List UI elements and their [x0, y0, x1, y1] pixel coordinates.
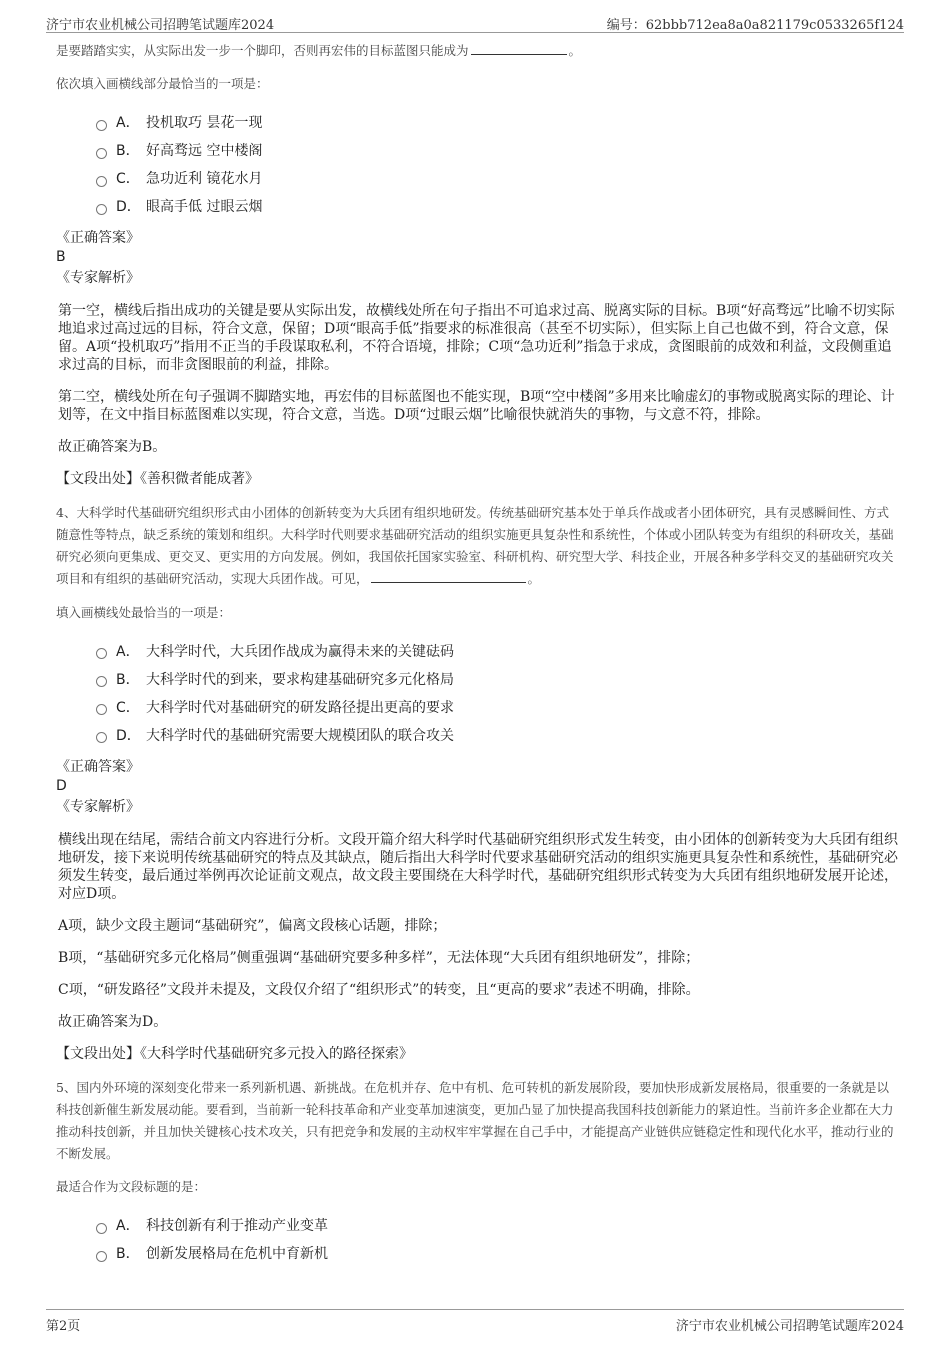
q4-prompt: 填入画横线处最恰当的一项是： — [56, 604, 232, 620]
option-text: 大科学时代，大兵团作战成为赢得未来的关键砝码 — [146, 643, 454, 660]
q5-text: 5、国内外环境的深刻变化带来一系列新机遇、新挑战。在危机并存、危中有机、危可转机的新发展阶段，要加快形成新发展格局，很重要的一条就是以科技创新催生新发展动能。要看到，当前新一轮科技革命和产业变革加速演变，更加凸显了加快提高我国科技创新能力的紧迫性。当前许多企业都在大力推动科技创新，并且加快关键核心技术攻关，只有把竞争和发展的主动权牢牢掌握在自己手中，才能提高产业链供应链稳定性和现代化水平，推动行业的不断发展。 — [56, 1079, 894, 1161]
q3-source: 【文段出处】《善积微者能成著》 — [56, 471, 259, 487]
radio-icon[interactable] — [96, 148, 107, 159]
radio-icon[interactable] — [96, 648, 107, 659]
q3-text — [56, 40, 898, 62]
q3-option-c[interactable] — [96, 164, 898, 192]
option-text: 眼高手低 过眼云烟 — [146, 199, 263, 215]
q4-text-part: 4、大科学时代基础研究组织形式由小团体的创新转变为大兵团有组织地研发。传统基础研究基本处于单兵作战或者小团体研究，具有灵感瞬间性、方式随意性等特点，缺乏系统的策划和组织。大科学时代则要求基础研究活动的组织实施更具复杂性和系统性，个体或小团队转变为有组织的科研攻关，基础研究必须向更集成、更交叉、更实用的方向发展。例如，我国依托国家实验室、科研机构、研究型大学、科技企业，开展各种多学科交叉的基础研究攻关项目和有组织的基础研究活动，实现大兵团作战。可见， — [56, 505, 894, 586]
q3-answer-label: 《正确答案》 — [56, 230, 140, 246]
radio-icon[interactable] — [96, 704, 107, 715]
radio-icon[interactable] — [96, 1251, 107, 1262]
q4-text — [56, 502, 898, 590]
q3-answer: B — [56, 249, 66, 265]
q4-option-a[interactable] — [96, 637, 898, 665]
option-text: 投机取巧 昙花一现 — [146, 115, 263, 131]
option-text: 好高骛远 空中楼阁 — [146, 143, 263, 159]
q5-prompt: 最适合作为文段标题的是： — [56, 1179, 207, 1194]
option-letter: A． — [116, 643, 140, 660]
q3-text-end: 。 — [568, 43, 582, 58]
q4-analysis-p1: 横线出现在结尾，需结合前文内容进行分析。文段开篇介绍大科学时代基础研究组织形式发生转变，由小团体的创新转变为大兵团有组织地研发，接下来说明传统基础研究的特点及其缺点，随后指出大科学时代要求基础研究活动的组织实施更具复杂性和系统性，基础研究必须发生转变，最后通过举例再次论证前文观点，故文段主要围绕在大科学时代，基础研究组织形式转变为大兵团有组织地研发展开论述，对应D项。 — [58, 831, 898, 902]
q4-option-b[interactable] — [96, 665, 898, 693]
option-text: 大科学时代对基础研究的研发路径提出更高的要求 — [146, 699, 454, 716]
option-letter: A． — [116, 115, 140, 131]
q4-analysis-p5: 故正确答案为D。 — [58, 1013, 168, 1030]
q4-blank — [371, 570, 526, 583]
option-letter: A． — [116, 1218, 140, 1234]
radio-icon[interactable] — [96, 732, 107, 743]
radio-icon[interactable] — [96, 120, 107, 131]
q5-options — [96, 1211, 898, 1267]
q3-text-part: 是要踏踏实实，从实际出发一步一个脚印，否则再宏伟的目标蓝图只能成为 — [56, 43, 469, 58]
q4-source: 【文段出处】《大科学时代基础研究多元投入的路径探索》 — [56, 1045, 413, 1062]
q4-analysis-p3: B项，“基础研究多元化格局”侧重强调“基础研究要多种多样”，无法体现“大兵团有组织地研发”，排除； — [58, 949, 700, 966]
q4-analysis-p4: C项，“研发路径”文段并未提及，文段仅介绍了“组织形式”的转变，且“更高的要求”表述不明确，排除。 — [58, 981, 700, 998]
option-text: 大科学时代的基础研究需要大规模团队的联合攻关 — [146, 727, 454, 744]
header-title: 济宁市农业机械公司招聘笔试题库2024 — [46, 18, 275, 33]
option-letter: B． — [116, 1246, 140, 1262]
q4-analysis-p2: A项，缺少文段主题词“基础研究”，偏离文段核心话题，排除； — [58, 917, 447, 934]
q3-option-a[interactable] — [96, 108, 898, 136]
q3-blank — [471, 42, 567, 55]
option-text: 急功近利 镜花水月 — [146, 171, 263, 187]
q4-option-c[interactable] — [96, 693, 898, 721]
q3-analysis-p3: 故正确答案为B。 — [58, 439, 167, 455]
q4-answer-label: 《正确答案》 — [56, 758, 140, 775]
option-letter: D． — [116, 727, 141, 744]
q3-analysis-p2: 第二空，横线处所在句子强调不脚踏实地，再宏伟的目标蓝图也不能实现，B项“空中楼阁”多用来比喻虚幻的事物或脱离实际的理论、计划等，在文中指目标蓝图难以实现，符合文意，当选。D项“过眼云烟”比喻很快就消失的事物，与文意不符，排除。 — [58, 389, 895, 423]
q3-option-d[interactable] — [96, 192, 898, 220]
q4-option-d[interactable] — [96, 721, 898, 749]
page-number: 第2页 — [46, 1319, 81, 1334]
q3-analysis-p1: 第一空，横线后指出成功的关键是要从实际出发，故横线处所在句子指出不可追求过高、脱离实际的目标。B项“好高骛远”比喻不切实际地追求过高过远的目标，符合文意，保留；D项“眼高手低”指要求的标准很高（甚至不切实际），但实际上自己也做不到，符合文意，保留。A项“投机取巧”指用不正当的手段谋取私利，不符合语境，排除；C项“急功近利”指急于求成，贪图眼前的成效和利益，文段侧重追求过高的目标，而非贪图眼前的利益，排除。 — [58, 303, 895, 373]
option-text: 科技创新有利于推动产业变革 — [146, 1218, 328, 1234]
option-letter: D． — [116, 199, 141, 215]
page-footer — [46, 1309, 904, 1334]
q4-answer: D — [56, 777, 67, 794]
option-letter: B． — [116, 671, 140, 688]
q4-text-end: 。 — [527, 571, 541, 586]
q3-option-b[interactable] — [96, 136, 898, 164]
q3-options — [96, 108, 898, 220]
page-header — [46, 12, 904, 33]
q5-option-b[interactable] — [96, 1239, 898, 1267]
q3-analysis-label: 《专家解析》 — [56, 270, 140, 286]
q5-option-a[interactable] — [96, 1211, 898, 1239]
radio-icon[interactable] — [96, 176, 107, 187]
option-letter: C． — [116, 699, 140, 716]
option-letter: C． — [116, 171, 140, 187]
header-serial: 编号：62bbb712ea8a0a821179c0533265f124 — [606, 18, 904, 33]
option-text: 大科学时代的到来，要求构建基础研究多元化格局 — [146, 671, 454, 688]
radio-icon[interactable] — [96, 204, 107, 215]
radio-icon[interactable] — [96, 676, 107, 687]
q4-options — [96, 637, 898, 749]
radio-icon[interactable] — [96, 1223, 107, 1234]
option-letter: B． — [116, 143, 140, 159]
option-text: 创新发展格局在危机中育新机 — [146, 1246, 328, 1262]
footer-title: 济宁市农业机械公司招聘笔试题库2024 — [675, 1319, 904, 1334]
q3-prompt: 依次填入画横线部分最恰当的一项是： — [56, 76, 269, 91]
main-content — [56, 40, 898, 1267]
q4-analysis-label: 《专家解析》 — [56, 798, 140, 815]
